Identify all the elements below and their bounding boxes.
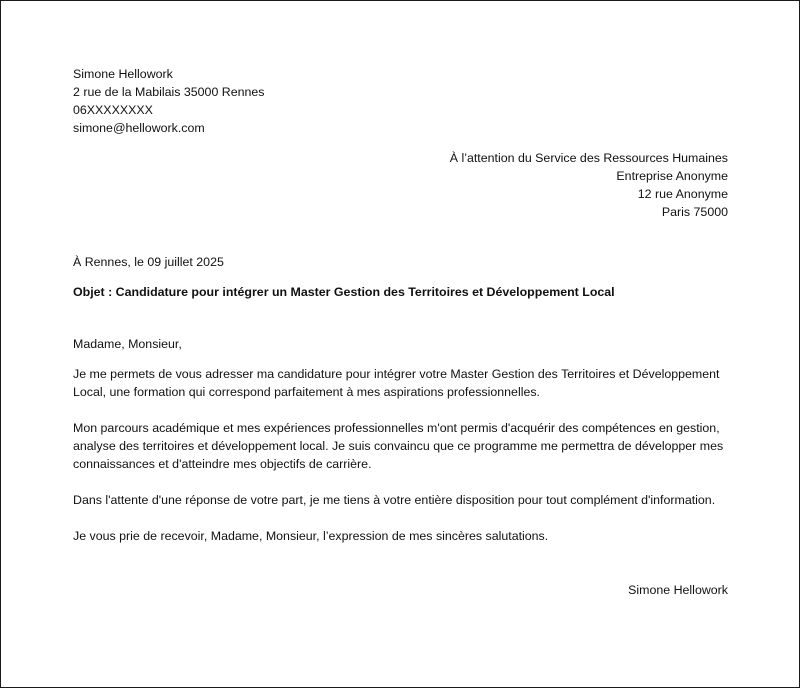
recipient-attention: À l’attention du Service des Ressources Humaines bbox=[449, 151, 728, 165]
cover-letter bbox=[73, 65, 728, 599]
body-paragraph-background: Mon parcours académique et mes expériences professionnelles m'ont permis d'acquérir des compétences en gestion, analyse des territoires et développement local. Je suis convaincu que ce programme me permettra de développer mes connaissances et d'atteindre mes objectifs de carrière. bbox=[73, 421, 724, 471]
recipient-street: 12 rue Anonyme bbox=[637, 187, 728, 201]
recipient-city: Paris 75000 bbox=[661, 205, 728, 219]
body-paragraph-intro: Je me permets de vous adresser ma candidature pour intégrer votre Master Gestion des Territoires et Développement Local, une formation qui correspond parfaitement à mes aspirations professionnelles. bbox=[73, 367, 720, 399]
body-paragraph-closing: Je vous prie de recevoir, Madame, Monsieur, l’expression de mes sincères salutations. bbox=[73, 529, 549, 543]
letter-signature: Simone Hellowork bbox=[628, 583, 728, 597]
recipient-company: Entreprise Anonyme bbox=[616, 169, 728, 183]
sender-phone: 06XXXXXXXX bbox=[73, 103, 153, 117]
sender-name: Simone Hellowork bbox=[73, 67, 173, 81]
sender-address: 2 rue de la Mabilais 35000 Rennes bbox=[73, 85, 265, 99]
letter-salutation: Madame, Monsieur, bbox=[73, 337, 182, 351]
letter-date: À Rennes, le 09 juillet 2025 bbox=[73, 255, 224, 269]
recipient-block bbox=[73, 149, 728, 221]
body-paragraph-availability: Dans l'attente d'une réponse de votre part, je me tiens à votre entière disposition pour tout complément d'information. bbox=[73, 493, 716, 507]
letter-subject: Objet : Candidature pour intégrer un Master Gestion des Territoires et Développement Local bbox=[73, 285, 615, 299]
sender-block bbox=[73, 65, 728, 137]
sender-email: simone@hellowork.com bbox=[73, 121, 205, 135]
